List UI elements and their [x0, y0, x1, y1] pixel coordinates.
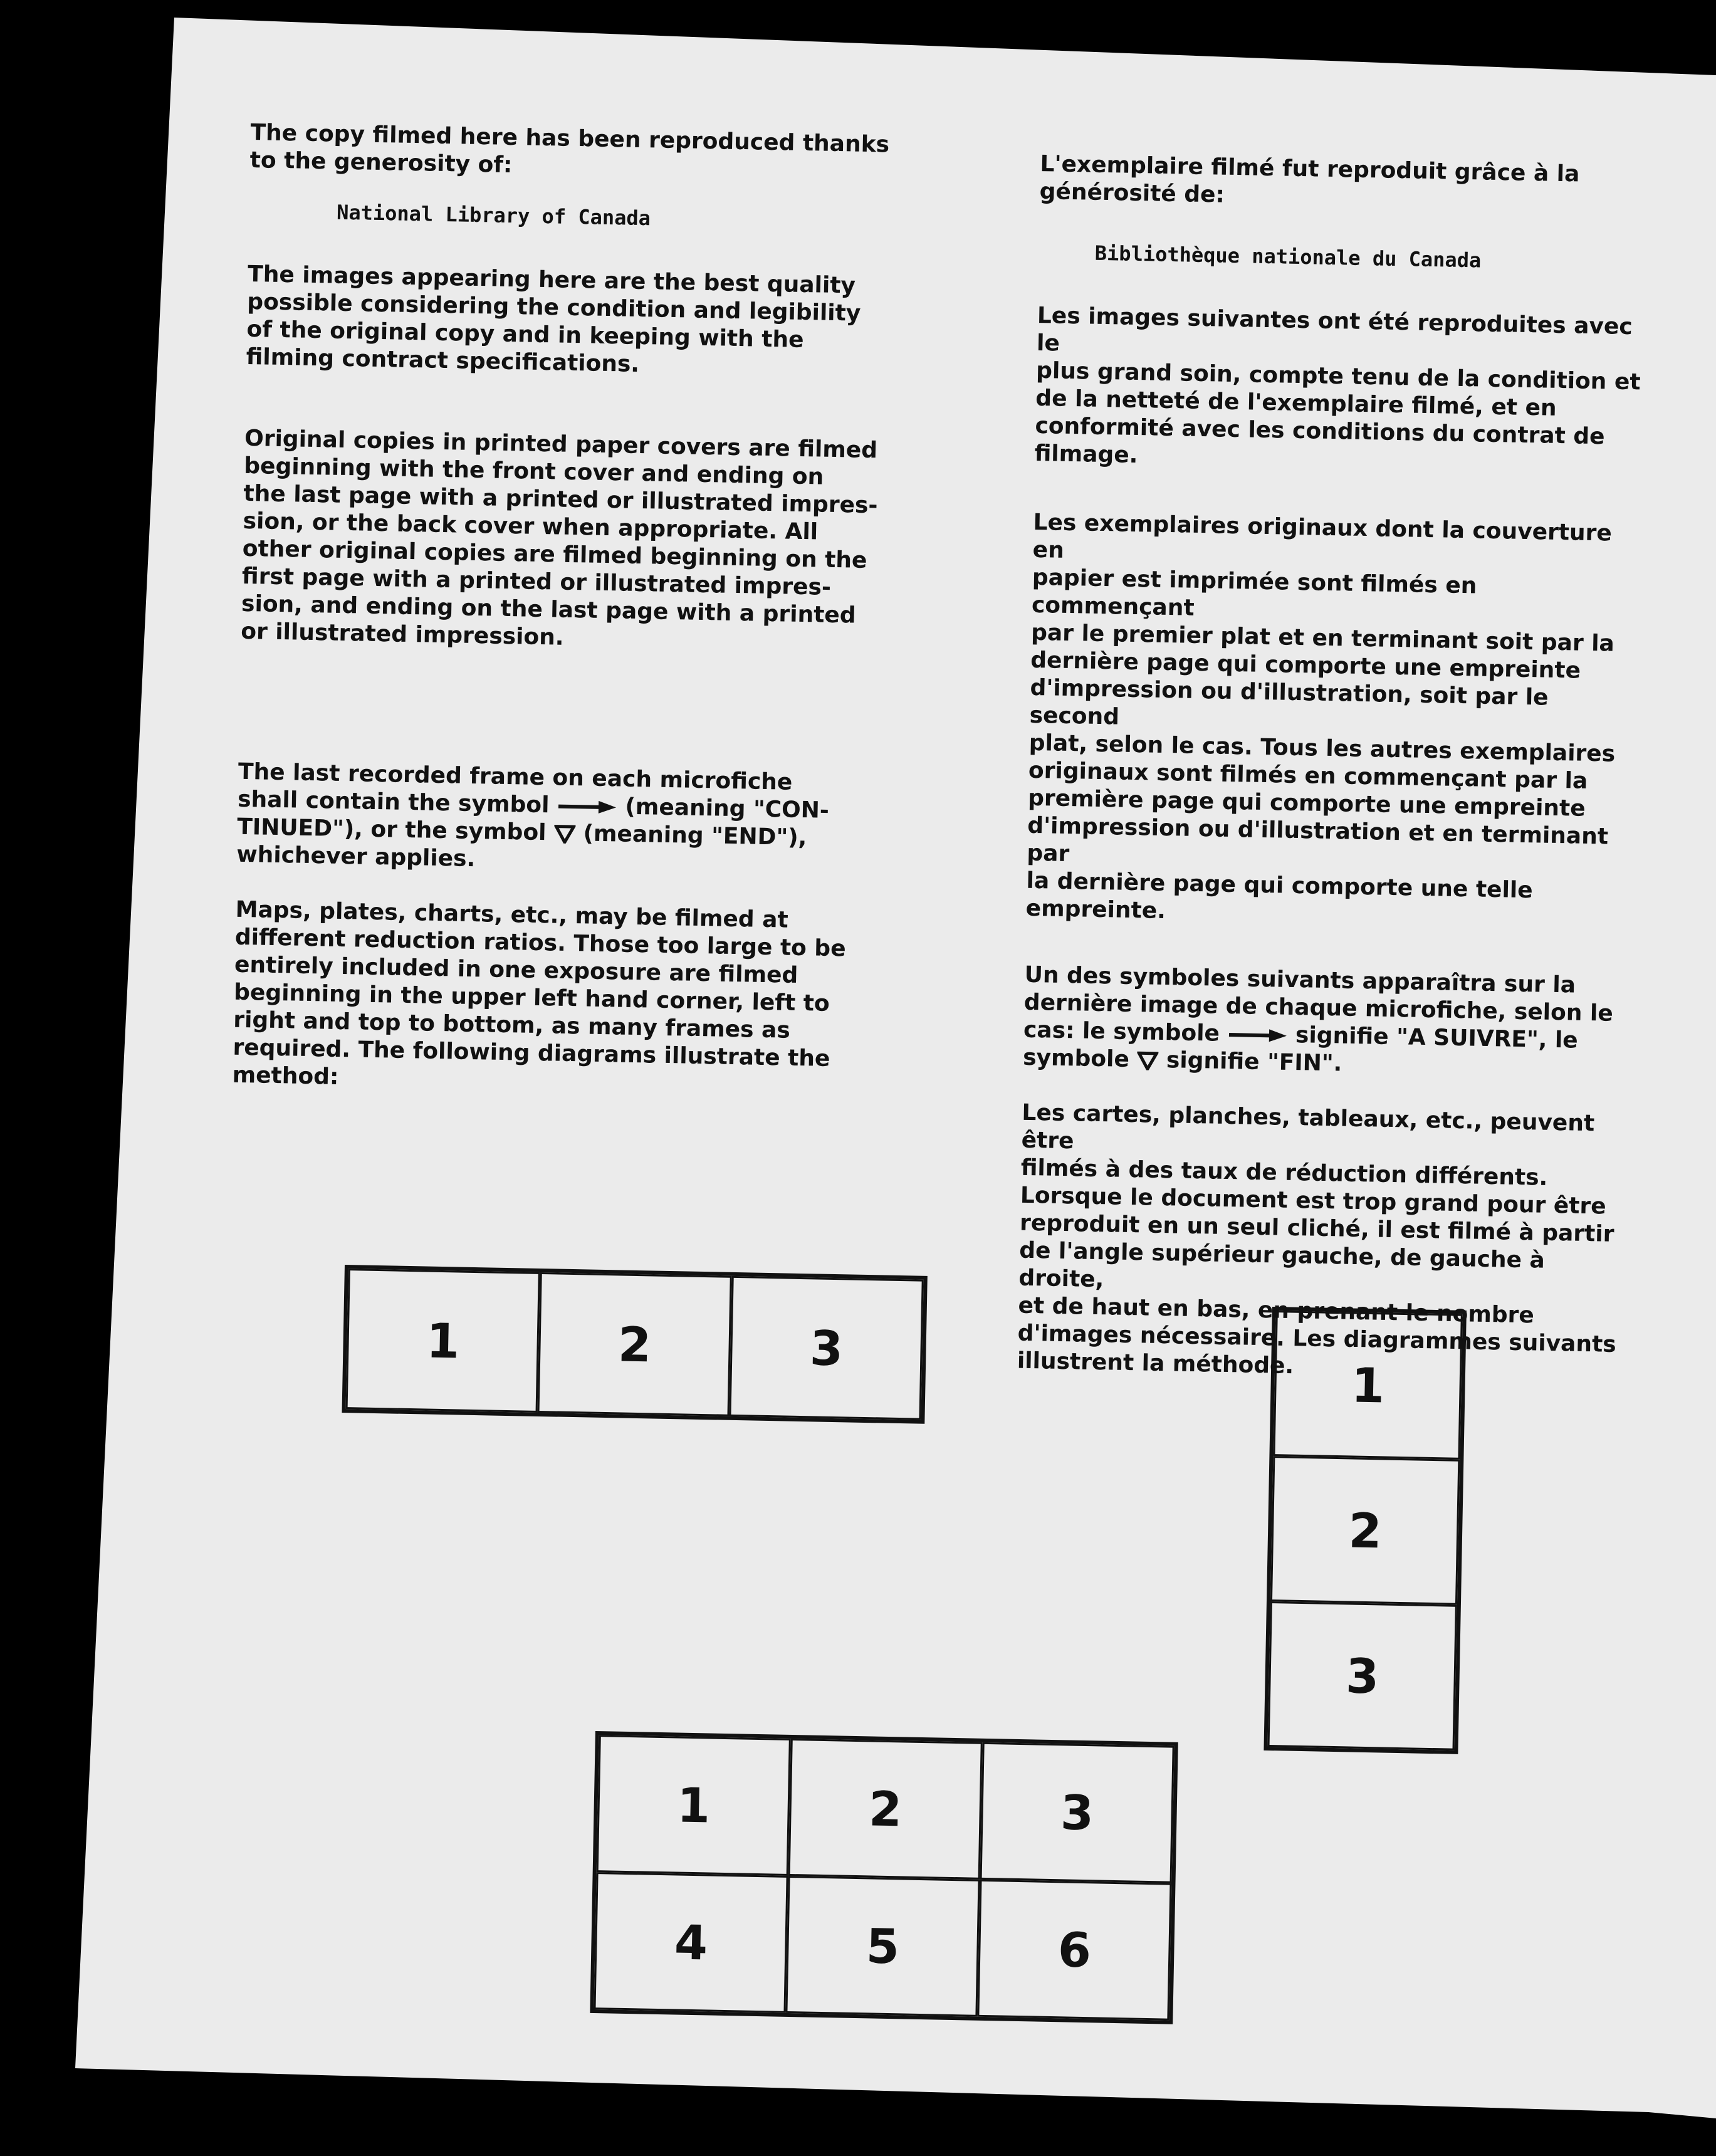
- frame-cell: 3: [1268, 1601, 1457, 1750]
- fr-library-name: Bibliothèque nationale du Canada: [1094, 241, 1482, 273]
- fr-symbols-text-a: Un des symboles suivants apparaîtra sur la dernière image de chaque microfiche, selon le cas: le symbole: [1023, 961, 1614, 1047]
- frame-cell: 1: [597, 1735, 791, 1876]
- fin-triangle-icon: [1137, 1051, 1159, 1070]
- diagram-row-1x3: [342, 1265, 927, 1424]
- frame-cell: 2: [788, 1739, 983, 1880]
- en-symbols-text-a: The last recorded frame on each microfiche shall contain the symbol: [237, 758, 793, 819]
- en-library-name: National Library of Canada: [336, 200, 651, 231]
- suivre-arrow-icon: [1227, 1027, 1287, 1044]
- frame-cell: 5: [785, 1876, 980, 2017]
- en-covers-paragraph: Original copies in printed paper covers are filmed beginning with the front cover and ending on the last page with a printed or illustrated impres- sion, or the back cover when appropriate. All other original copies are filmed beginning on the first page with a printed or illustrated impres- sion, and ending on the last page with a printed or illustrated impression.: [240, 425, 878, 651]
- fr-symbols-text-c: signifie "FIN".: [1166, 1047, 1342, 1077]
- en-symbols-text-b: (meaning "CON- TINUED"), or the symbol: [236, 793, 830, 846]
- fr-intro: L'exemplaire filmé fut reproduit grâce à la générosité de:: [1039, 150, 1580, 208]
- frame-cell: 3: [729, 1276, 923, 1420]
- en-intro: The copy filmed here has been reproduced thanks to the generosity of:: [249, 119, 890, 179]
- continued-arrow-icon: [557, 799, 617, 815]
- fr-covers-paragraph: Les exemplaires originaux dont la couverture en papier est imprimée sont filmés en commençant par le premier plat et en terminant soit par la dernière page qui comporte une empreinte d'impression ou d'illustration, soit par le second plat, selon le cas. Tous les autres exemplaires originaux sont filmés en commençant par la première page qui comporte une empreinte d'impression ou d'illustration et en terminant par la dernière page qui comporte une telle empreinte.: [1025, 509, 1616, 924]
- fr-maps-paragraph: Les cartes, planches, tableaux, etc., peuvent être filmés à des taux de réduction différents. Lorsque le document est trop grand pour être reproduit en un seul cliché, il est filmé à partir de l'angle supérieur gauche, de gauche à droite, et de haut en bas, en prenant le nombre d'images nécessaire. Les diagrammes suivants illustrent la méthode.: [1017, 1099, 1617, 1379]
- fr-symbols-paragraph: [1023, 961, 1639, 1084]
- frame-cell: 6: [977, 1880, 1171, 2021]
- en-symbols-text-c: (meaning "END"), whichever applies.: [236, 820, 807, 872]
- frame-cell: 3: [980, 1742, 1175, 1883]
- diagram-column-3x1: [1263, 1307, 1467, 1754]
- frame-cell: 2: [538, 1272, 732, 1416]
- en-maps-paragraph: Maps, plates, charts, etc., may be filmed at different reduction ratios. Those too large to be entirely included in one exposure are filmed beginning in the upper left hand corner, left to right and top to bottom, as many frames as required. The following diagrams illustrate the method:: [232, 896, 846, 1090]
- en-symbols-paragraph: [236, 758, 884, 881]
- english-column: [232, 119, 896, 1101]
- fr-symbols-text-b: signifie "A SUIVRE", le symbole: [1022, 1022, 1579, 1072]
- frame-cell: 1: [1273, 1311, 1462, 1460]
- frame-cell: 4: [594, 1872, 788, 2013]
- diagram-grid-2x3: [590, 1731, 1178, 2024]
- french-column: [1017, 150, 1654, 1386]
- end-triangle-icon: [554, 825, 576, 844]
- fr-quality-paragraph: Les images suivantes ont été reproduites avec le plus grand soin, compte tenu de la condition et de la netteté de l'exemplaire filmé, et en conformité avec les conditions du contrat de filmage.: [1034, 302, 1641, 469]
- frame-cell: 1: [346, 1269, 540, 1413]
- en-quality-paragraph: The images appearing here are the best quality possible considering the condition and legibility of the original copy and in keeping with the filming contract specifications.: [246, 261, 861, 377]
- frame-cell: 2: [1270, 1456, 1460, 1605]
